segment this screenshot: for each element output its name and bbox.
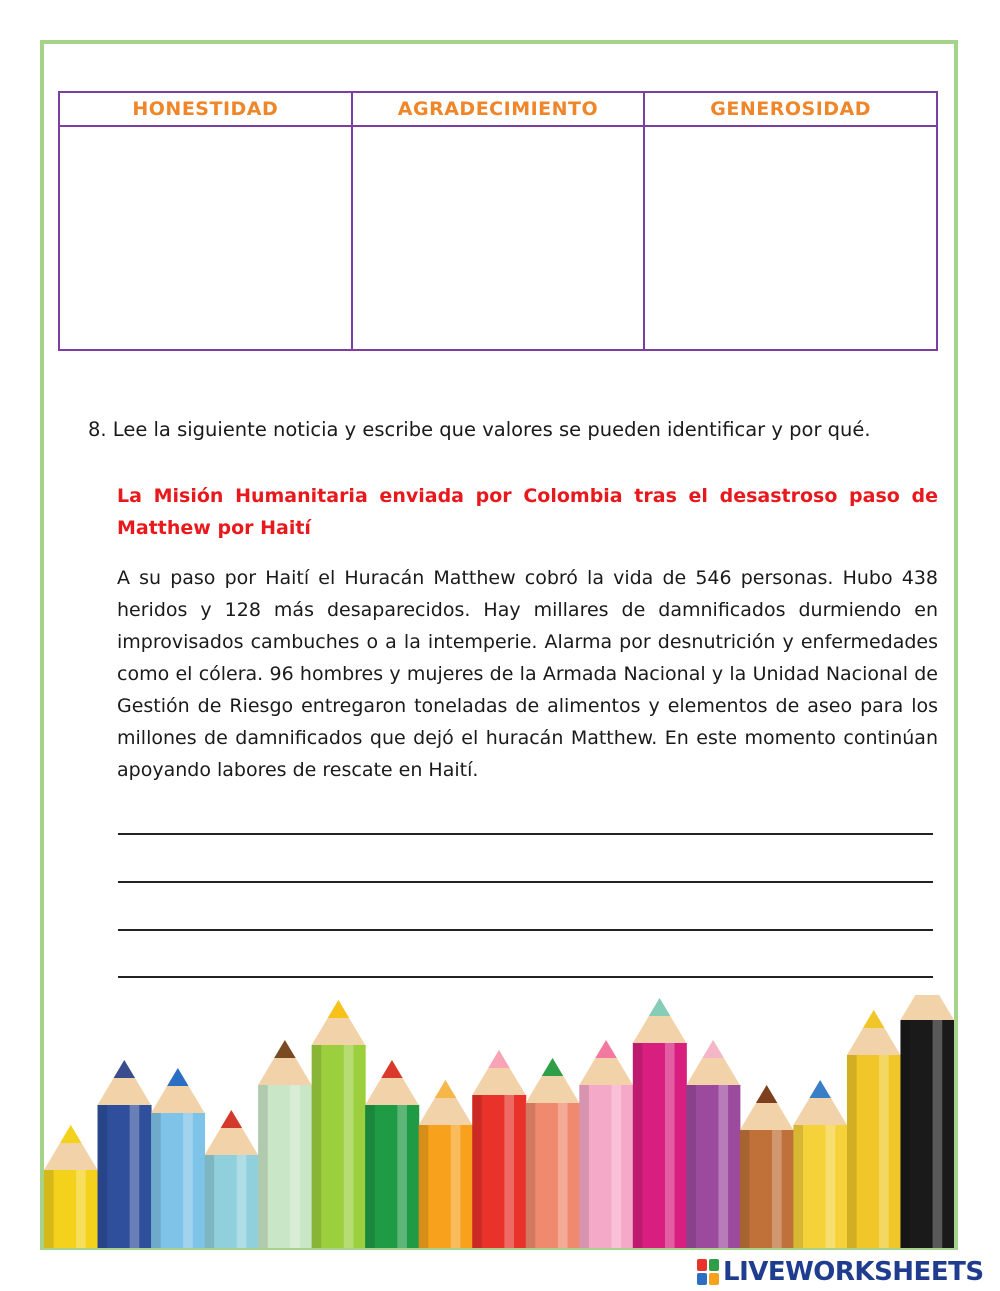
news-headline: La Misión Humanitaria enviada por Colombia tras el desastroso paso de Matthew por Haití	[117, 485, 938, 539]
liveworksheets-brand	[697, 1258, 984, 1286]
pencil	[472, 1050, 526, 1248]
header-generosidad: GENEROSIDAD	[644, 92, 937, 126]
pencil	[98, 1060, 152, 1248]
pencil	[312, 1000, 366, 1248]
answer-line[interactable]	[118, 881, 933, 883]
answer-cell-honestidad[interactable]	[59, 126, 352, 350]
liveworksheets-logo-icon	[697, 1259, 719, 1285]
answer-line[interactable]	[118, 833, 933, 835]
answer-line[interactable]	[118, 929, 933, 931]
answer-line[interactable]	[118, 976, 933, 978]
header-agradecimiento: AGRADECIMIENTO	[352, 92, 645, 126]
answer-cell-generosidad[interactable]	[644, 126, 937, 350]
values-table	[58, 91, 938, 351]
answer-cell-agradecimiento[interactable]	[352, 126, 645, 350]
pencil	[847, 1010, 901, 1248]
pencil	[44, 1125, 98, 1248]
pencil	[526, 1058, 580, 1248]
pencil	[740, 1085, 794, 1248]
pencil	[793, 1080, 847, 1248]
pencil	[686, 1040, 740, 1248]
colored-pencils-illustration	[44, 995, 954, 1248]
pencil	[258, 1040, 312, 1248]
pencil	[205, 1110, 259, 1248]
pencil	[365, 1060, 419, 1248]
question-text: 8. Lee la siguiente noticia y escribe que valores se pueden identificar y por qué.	[88, 418, 871, 441]
header-honestidad: HONESTIDAD	[59, 92, 352, 126]
brand-name: LIVEWORKSHEETS	[723, 1257, 984, 1287]
pencil	[151, 1068, 205, 1248]
pencil	[633, 998, 687, 1248]
news-body: A su paso por Haití el Huracán Matthew cobró la vida de 546 personas. Hubo 438 heridos y 128 más desaparecidos. Hay millares de damnificados durmiendo en improvisados cambuches o a la intemperie. Alarma por desnutrición y enfermedades como el cólera. 96 hombres y mujeres de la Armada Nacional y la Unidad Nacional de Gestión de Riesgo entregaron toneladas de alimentos y elementos de aseo para los millones de damnificados que dejó el huracán Matthew. En este momento continúan apoyando labores de rescate en Haití.	[117, 567, 938, 781]
pencil	[900, 995, 954, 1248]
pencil	[579, 1040, 633, 1248]
pencil	[419, 1080, 473, 1248]
